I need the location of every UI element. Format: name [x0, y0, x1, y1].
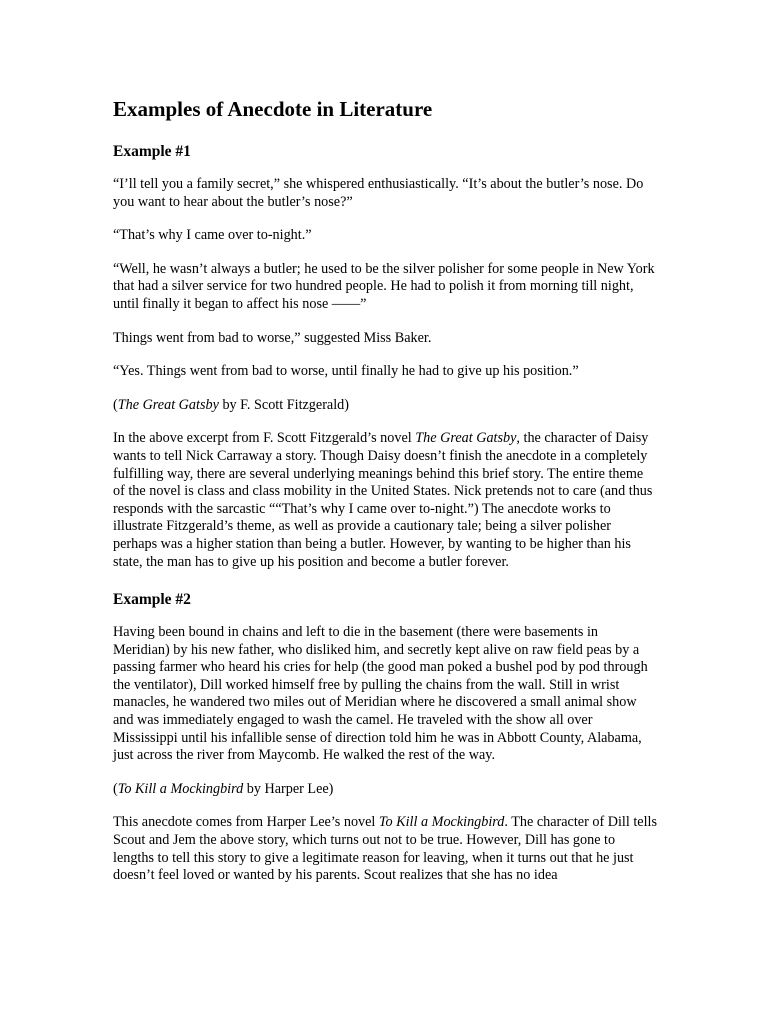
example-2-analysis [113, 814, 658, 884]
analysis-intro: This anecdote comes from Harper Lee’s novel [113, 814, 379, 831]
citation-author: by Harper Lee) [243, 780, 334, 797]
analysis-body: . The character of Dill tells Scout and Jem the above story, which turns out not to be true. However, Dill has gone to lengths to tell this story to give a legitimate reason for leaving, when it turns out that he just doesn’t feel loved or wanted by his parents. Scout realizes that she has no idea [113, 814, 657, 884]
analysis-work-title: The Great Gatsby [415, 430, 517, 447]
example-1-quote-2: “That’s why I came over to-night.” [113, 227, 312, 244]
example-1-analysis [113, 430, 658, 571]
example-1-quote-3: “Well, he wasn’t always a butler; he used to be the silver polisher for some people in New York that had a silver service for two hundred people. He had to polish it from morning till night, until finally it began to affect his nose ——” [113, 260, 655, 312]
analysis-intro: In the above excerpt from F. Scott Fitzgerald’s novel [113, 430, 416, 447]
example-2-heading: Example #2 [113, 591, 191, 609]
citation-work-title: To Kill a Mockingbird [117, 780, 244, 797]
example-1-citation [113, 397, 658, 415]
example-1-heading: Example #1 [113, 143, 191, 160]
citation-open-paren: ( [113, 780, 118, 797]
document-page [113, 96, 658, 901]
example-1-quote-4: Things went from bad to worse,” suggested Miss Baker. [113, 329, 432, 346]
analysis-body: , the character of Daisy wants to tell Nick Carraway a story. Though Daisy doesn’t finish the anecdote in a completely fulfilling way, there are several underlying meanings behind this brief story. The entire theme of the novel is class and class mobility in the United States. Nick pretends not to care (and thus responds with the sarcastic ““That’s why I came over to-night.”) The anecdote works to illustrate Fitzgerald’s theme, as well as provide a cautionary tale; being a silver polisher perhaps was a higher station than being a butler. However, by wanting to be higher than his state, the man has to give up his position and become a butler forever. [113, 430, 653, 570]
citation-author: by F. Scott Fitzgerald) [218, 396, 349, 413]
analysis-work-title: To Kill a Mockingbird [378, 814, 505, 831]
example-2-citation [113, 781, 658, 799]
example-2-excerpt: Having been bound in chains and left to die in the basement (there were basements in Meridian) by his new father, who disliked him, and secretly kept alive on raw field peas by a passing farmer who heard his cries for help (the good man poked a bushel pod by pod through the ventilator), Dill worked himself free by pulling the chains from the wall. Still in wrist manacles, he wandered two miles out of Meridian where he discovered a small animal show and was immediately engaged to wash the camel. He traveled with the show all over Mississippi until his infallible sense of direction told him he was in Abbott County, Alabama, just across the river from Maycomb. He walked the rest of the way. [113, 624, 648, 764]
example-1-quote-1: “I’ll tell you a family secret,” she whispered enthusiastically. “It’s about the butler’s nose. Do you want to hear about the butler’s nose?” [113, 176, 644, 210]
citation-open-paren: ( [113, 396, 118, 413]
example-1-quote-5: “Yes. Things went from bad to worse, until finally he had to give up his position.” [113, 363, 579, 380]
page-title: Examples of Anecdote in Literature [113, 97, 433, 121]
citation-work-title: The Great Gatsby [117, 396, 219, 413]
